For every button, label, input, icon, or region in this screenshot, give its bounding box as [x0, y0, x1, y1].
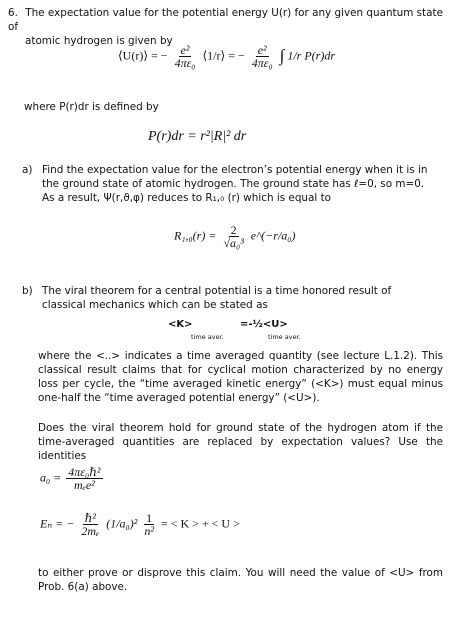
part-a-label: a) [22, 164, 33, 176]
eq-bracket: ⟨1/r⟩ [202, 48, 226, 63]
intro-line-1: The expectation value for the potential energy U(r) for any given quantum state of [8, 7, 443, 33]
part-a-text: Find the expectation value for the electron’s potential energy when it is in the ground state of atomic hydrogen. The ground state has ℓ=0, so m=0. As a result, Ψ(r,ϑ,φ) reduces to R₁,₀ (r) which is equal to [42, 164, 428, 204]
part-b-text: The viral theorem for a central potential is a time honored result of classical mechanics which can be stated as [42, 285, 392, 311]
eq-lhs: ⟨U(r)⟩ = − [118, 48, 168, 63]
equation-a0: a₀ = $\frac{\text{4πε₀ℏ²}}{\text{mₑe²}}$ [40, 465, 101, 492]
equation-En: Eₙ = − $\frac{\text{ℏ²}}{\text{2mₑ}}$ (1/a₀)² $\frac{1}{\text{n²}}$ = < K > + < U > [40, 511, 240, 538]
eq-frac-2: $\frac{\text{e²}}{\text{4πε₀}}$ [251, 43, 273, 70]
question-paragraph: Does the viral theorem hold for ground state of the hydrogen atom if the time-averaged quantities are replaced by expectation values? Use the identities [38, 422, 443, 462]
final-paragraph: to either prove or disprove this claim. You will need the value of <U> from Prob. 6(a) above. [38, 567, 443, 593]
eq-integrand: 1/r P(r)dr [287, 48, 335, 63]
integral-sign: ∫ [279, 46, 285, 66]
virial-sub-2: time aver. [268, 333, 301, 341]
intro-line-2: atomic hydrogen is given by [25, 35, 173, 47]
problem-intro [8, 6, 456, 48]
part-b [22, 284, 432, 312]
problem-number: 6. [8, 7, 18, 19]
part-b-label: b) [22, 285, 33, 297]
equation-radial: R₁,₀(r) = $\frac{2}{\text{√a₀³}}$ e^(−r/a₀) [174, 223, 296, 250]
part-a [22, 163, 432, 205]
equation-prob-density: P(r)dr = r²|R|² dr [148, 129, 247, 144]
eq-frac-1: $\frac{\text{e²}}{\text{4πε₀}}$ [174, 43, 196, 70]
where-P-text: where P(r)dr is defined by [24, 101, 159, 113]
equation-virial: <K> =-½<U> [168, 319, 288, 330]
equation-expectation-U: ⟨U(r)⟩ = − $\frac{\text{e²}}{\text{4πε₀}}$ ⟨1/r⟩ = − $\frac{\text{e²}}{\text{4πε₀}}$ ∫ 1/r P(r)dr [118, 43, 335, 70]
claim-paragraph: where the <..> indicates a time averaged quantity (see lecture L.1.2). This classical result claims that for cyclical motion characterized by no energy loss per cycle, the “time averaged kinetic energy” (<K>) must equal minus one-half the “time averaged potential energy” (<U>). [38, 350, 443, 404]
virial-sub-1: time aver. [191, 333, 224, 341]
